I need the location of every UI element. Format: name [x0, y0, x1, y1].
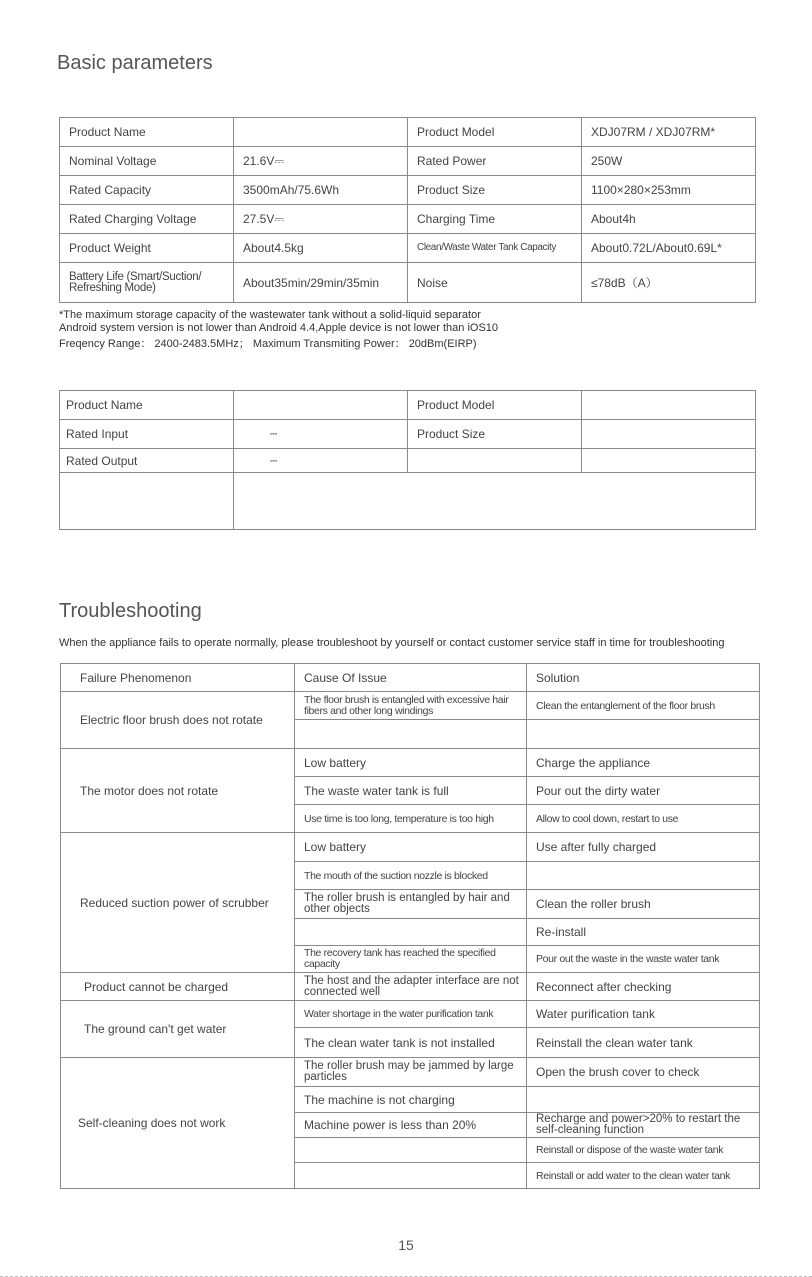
- table-row: [60, 234, 756, 263]
- table-row: [60, 420, 756, 449]
- param-value: 27.5V⎓: [234, 205, 408, 234]
- table-row: [60, 473, 756, 530]
- cause-cell: The host and the adapter interface are not connected well: [295, 973, 527, 1001]
- failure-phenomenon: Product cannot be charged: [61, 973, 295, 1001]
- param-label: Charging Time: [408, 205, 582, 234]
- solution-cell: Charge the appliance: [527, 749, 760, 777]
- cause-cell: Low battery: [295, 833, 527, 862]
- param-value: 21.6V⎓: [234, 147, 408, 176]
- cause-cell: The mouth of the suction nozzle is blocked: [295, 862, 527, 890]
- param-label: Product Model: [408, 391, 582, 420]
- param-label: Noise: [408, 263, 582, 303]
- footnote-frequency: Freqency Range： 2400-2483.5MHz； Maximum Transmiting Power： 20dBm(EIRP): [59, 338, 477, 350]
- table-row: [61, 692, 760, 720]
- table-row: [60, 391, 756, 420]
- solution-cell: Pour out the dirty water: [527, 777, 760, 805]
- solution-cell: Water purification tank: [527, 1001, 760, 1028]
- troubleshooting-intro: When the appliance fails to operate normally, please troubleshoot by yourself or contact customer service staff in time for troubleshooting: [59, 637, 725, 649]
- solution-cell: [527, 1087, 760, 1113]
- failure-phenomenon: Self-cleaning does not work: [61, 1058, 295, 1189]
- table-row: [60, 263, 756, 303]
- cause-cell: The clean water tank is not installed: [295, 1028, 527, 1058]
- table-row: [60, 176, 756, 205]
- solution-cell: Clean the roller brush: [527, 890, 760, 919]
- solution-cell: Clean the entanglement of the floor brush: [527, 692, 760, 720]
- table-row: [60, 118, 756, 147]
- page-number: 15: [398, 1237, 414, 1253]
- param-label: Product Name: [60, 391, 234, 420]
- basic-parameters-table: [59, 117, 756, 303]
- param-label: Battery Life (Smart/Suction/ Refreshing Mode): [60, 263, 234, 303]
- param-value: 3500mAh/75.6Wh: [234, 176, 408, 205]
- solution-cell: Use after fully charged: [527, 833, 760, 862]
- troubleshooting-table: [60, 663, 760, 1189]
- param-value: [582, 449, 756, 473]
- param-label: Clean/Waste Water Tank Capacity: [408, 234, 582, 263]
- solution-cell: Recharge and power>20% to restart the self-cleaning function: [527, 1113, 760, 1138]
- cause-cell: [295, 720, 527, 749]
- solution-cell: Reinstall or add water to the clean water tank: [527, 1163, 760, 1189]
- blank-cell: [60, 473, 234, 530]
- table-row: [60, 205, 756, 234]
- cause-cell: The waste water tank is full: [295, 777, 527, 805]
- solution-cell: Reinstall or dispose of the waste water tank: [527, 1138, 760, 1163]
- param-value: ⎓: [234, 449, 408, 473]
- param-value: [582, 391, 756, 420]
- param-value: ≤78dB（A）: [582, 263, 756, 303]
- table-row: [61, 749, 760, 777]
- table-row: [61, 1058, 760, 1087]
- column-header: Solution: [527, 664, 760, 692]
- failure-phenomenon: Reduced suction power of scrubber: [61, 833, 295, 973]
- cause-cell: Low battery: [295, 749, 527, 777]
- footnote-system-version: Android system version is not lower than Android 4.4,Apple device is not lower than iOS10: [59, 322, 499, 334]
- param-value: [582, 420, 756, 449]
- failure-phenomenon: The motor does not rotate: [61, 749, 295, 833]
- solution-cell: Reconnect after checking: [527, 973, 760, 1001]
- param-label: Rated Input: [60, 420, 234, 449]
- param-value: About0.72L/About0.69L*: [582, 234, 756, 263]
- param-label: Product Size: [408, 420, 582, 449]
- param-label: Product Size: [408, 176, 582, 205]
- param-value: 250W: [582, 147, 756, 176]
- param-label: Rated Charging Voltage: [60, 205, 234, 234]
- param-label: Rated Output: [60, 449, 234, 473]
- param-value: 1100×280×253mm: [582, 176, 756, 205]
- param-label: Rated Power: [408, 147, 582, 176]
- cause-cell: The floor brush is entangled with excessive hair fibers and other long windings: [295, 692, 527, 720]
- cause-cell: [295, 1138, 527, 1163]
- solution-cell: Pour out the waste in the waste water tank: [527, 946, 760, 973]
- table-row: [61, 833, 760, 862]
- table-header-row: [61, 664, 760, 692]
- param-label: Rated Capacity: [60, 176, 234, 205]
- solution-cell: Re-install: [527, 919, 760, 946]
- solution-cell: Open the brush cover to check: [527, 1058, 760, 1087]
- param-label: Product Name: [60, 118, 234, 147]
- param-label: Product Weight: [60, 234, 234, 263]
- param-value: ⎓: [234, 420, 408, 449]
- cause-cell: The machine is not charging: [295, 1087, 527, 1113]
- param-value: About35min/29min/35min: [234, 263, 408, 303]
- column-header: Failure Phenomenon: [61, 664, 295, 692]
- failure-phenomenon: The ground can't get water: [61, 1001, 295, 1058]
- param-value: About4.5kg: [234, 234, 408, 263]
- blank-cell: [234, 473, 756, 530]
- param-label: [408, 449, 582, 473]
- param-value: [234, 118, 408, 147]
- cause-cell: [295, 1163, 527, 1189]
- table-row: [61, 973, 760, 1001]
- param-value: XDJ07RM / XDJ07RM*: [582, 118, 756, 147]
- param-label: Nominal Voltage: [60, 147, 234, 176]
- solution-cell: Allow to cool down, restart to use: [527, 805, 760, 833]
- param-value: About4h: [582, 205, 756, 234]
- table-row: [60, 147, 756, 176]
- cause-cell: The roller brush may be jammed by large particles: [295, 1058, 527, 1087]
- cause-cell: Water shortage in the water purification tank: [295, 1001, 527, 1028]
- table-row: [61, 1001, 760, 1028]
- adapter-parameters-table: [59, 390, 756, 530]
- section-title-troubleshooting: Troubleshooting: [59, 600, 202, 622]
- param-label: Product Model: [408, 118, 582, 147]
- solution-cell: [527, 720, 760, 749]
- cause-cell: The recovery tank has reached the specified capacity: [295, 946, 527, 973]
- footnote-tank-capacity: *The maximum storage capacity of the wastewater tank without a solid-liquid separator: [59, 309, 481, 321]
- param-value: [234, 391, 408, 420]
- solution-cell: [527, 862, 760, 890]
- section-title-basic-parameters: Basic parameters: [57, 52, 213, 74]
- failure-phenomenon: Electric floor brush does not rotate: [61, 692, 295, 749]
- cause-cell: Use time is too long, temperature is too high: [295, 805, 527, 833]
- cause-cell: The roller brush is entangled by hair and other objects: [295, 890, 527, 919]
- table-row: [60, 449, 756, 473]
- cause-cell: Machine power is less than 20%: [295, 1113, 527, 1138]
- column-header: Cause Of Issue: [295, 664, 527, 692]
- solution-cell: Reinstall the clean water tank: [527, 1028, 760, 1058]
- cause-cell: [295, 919, 527, 946]
